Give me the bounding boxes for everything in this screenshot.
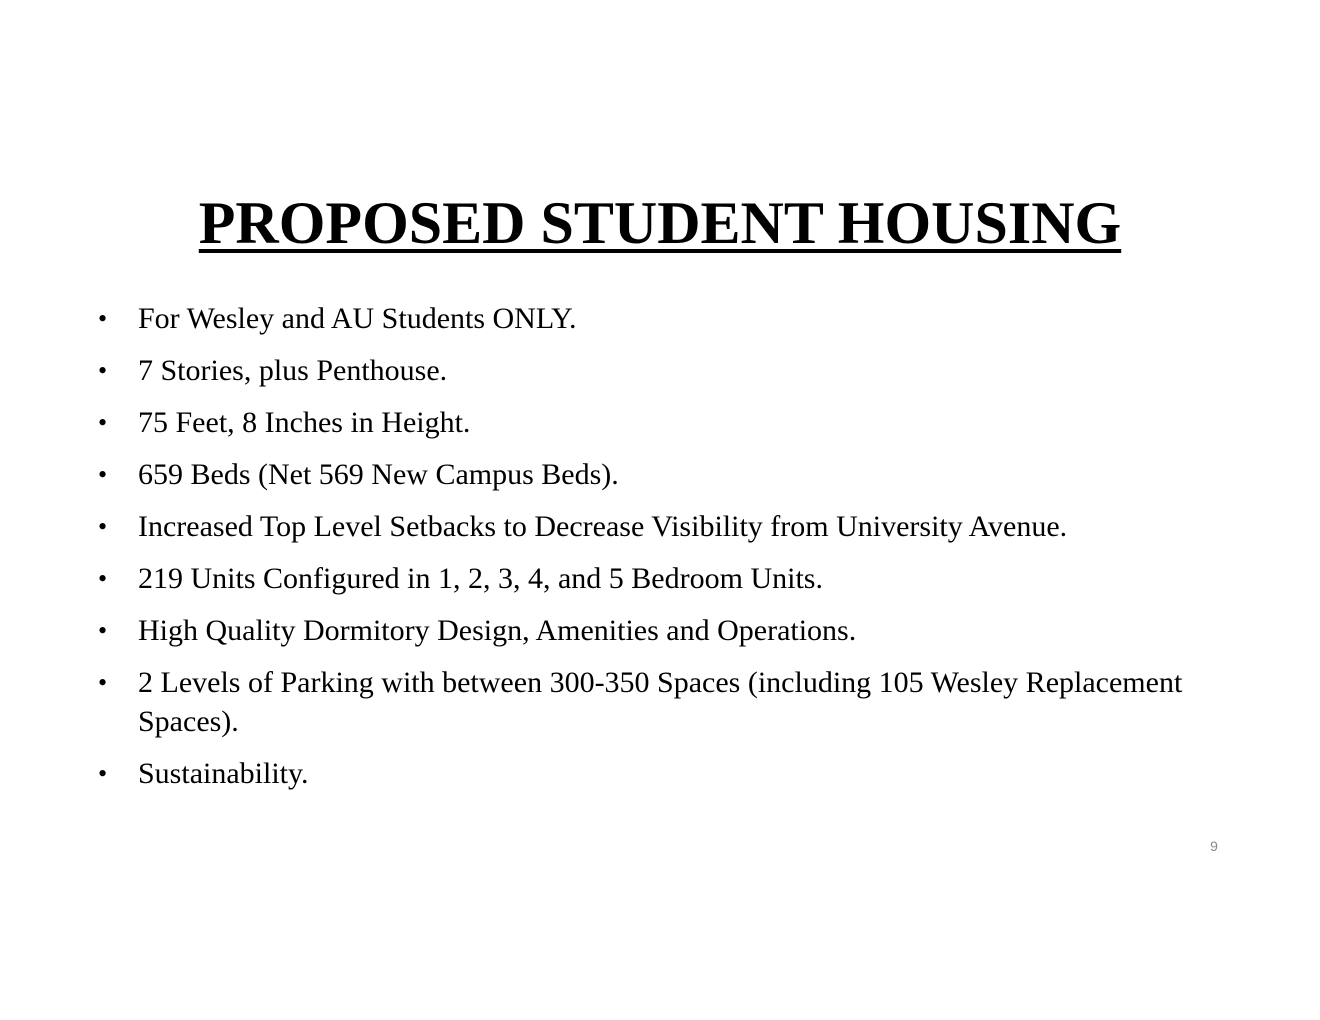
bullet-item: [98, 663, 1208, 741]
bullet-dot: •: [98, 304, 108, 333]
bullet-dot: •: [98, 616, 108, 645]
slide-title: PROPOSED STUDENT HOUSING: [198, 190, 1122, 256]
bullet-text: 219 Units Configured in 1, 2, 3, 4, and 5 Bedroom Units.: [138, 562, 823, 595]
bullet-item: [98, 507, 1208, 546]
bullet-text: For Wesley and AU Students ONLY.: [138, 302, 577, 335]
bullet-dot: •: [98, 408, 108, 437]
bullet-dot: •: [98, 356, 108, 385]
bullet-item: [98, 559, 1208, 598]
bullet-text: 2 Levels of Parking with between 300-350 Spaces (including 105 Wesley Replacement Spaces).: [138, 666, 1183, 738]
bullet-text: 7 Stories, plus Penthouse.: [138, 354, 448, 387]
bullet-dot: •: [98, 759, 108, 788]
bullet-dot: •: [98, 512, 108, 541]
bullet-text: Increased Top Level Setbacks to Decrease Visibility from University Avenue.: [138, 510, 1068, 543]
bullet-dot: •: [98, 564, 108, 593]
bullet-text: High Quality Dormitory Design, Amenities and Operations.: [138, 614, 857, 647]
bullet-text: 75 Feet, 8 Inches in Height.: [138, 406, 471, 439]
bullet-item: [98, 611, 1208, 650]
bullet-item: [98, 299, 1208, 338]
bullet-dot: •: [98, 460, 108, 489]
bullet-dot: •: [98, 668, 108, 697]
bullet-text: Sustainability.: [138, 757, 309, 790]
page-number: 9: [1210, 838, 1218, 854]
bullet-item: [98, 455, 1208, 494]
bullet-list: [98, 299, 1208, 806]
bullet-item: [98, 754, 1208, 793]
bullet-item: [98, 351, 1208, 390]
bullet-text: 659 Beds (Net 569 New Campus Beds).: [138, 458, 619, 491]
bullet-item: [98, 403, 1208, 442]
